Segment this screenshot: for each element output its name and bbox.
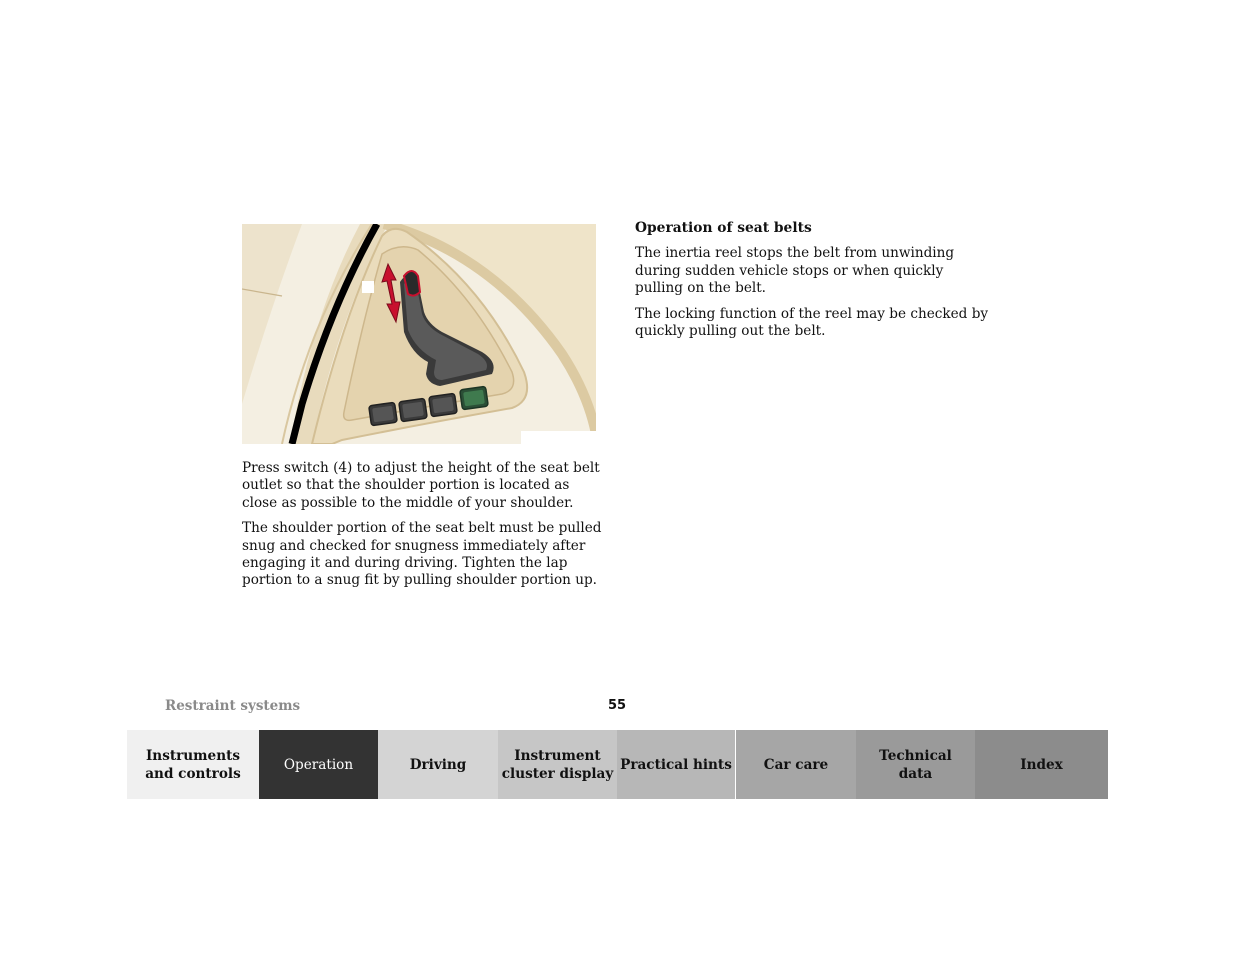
tab-technical-data[interactable]: Technical data	[856, 730, 975, 799]
tab-index[interactable]: Index	[975, 730, 1108, 799]
tab-practical-hints[interactable]: Practical hints	[617, 730, 736, 799]
paragraph-inertia-reel: The inertia reel stops the belt from unwinding during sudden vehicle stops or when quickly pulling on the belt.	[635, 245, 955, 297]
footer-section-title: Restraint systems	[165, 698, 301, 714]
seat-switch-illustration	[242, 224, 596, 444]
tab-operation[interactable]: Operation	[259, 730, 378, 799]
tab-driving[interactable]: Driving	[378, 730, 498, 799]
tab-car-care[interactable]: Car care	[736, 730, 856, 799]
seat-switch-drawing	[242, 224, 596, 444]
section-heading: Operation of seat belts	[635, 220, 812, 236]
page-number: 55	[607, 698, 627, 713]
right-column-text	[635, 220, 995, 348]
callout-label-box	[362, 281, 374, 293]
left-column-text	[242, 460, 602, 598]
tab-instrument-cluster-display[interactable]: Instrument cluster display	[498, 730, 617, 799]
chapter-navigation	[127, 730, 1108, 799]
paragraph-locking-function: The locking function of the reel may be checked by quickly pulling out the belt.	[635, 305, 989, 340]
paragraph-shoulder-portion: The shoulder portion of the seat belt must be pulled snug and checked for snugness immediately after engaging it and during driving. Tighten the lap portion to a snug fit by pulling shoulder portion up.	[242, 520, 602, 589]
paragraph-adjust-switch: Press switch (4) to adjust the height of the seat belt outlet so that the shoulder portion is located as close as possible to the middle of your shoulder.	[242, 460, 600, 511]
tab-instruments-and-controls[interactable]: Instruments and controls	[127, 730, 259, 799]
